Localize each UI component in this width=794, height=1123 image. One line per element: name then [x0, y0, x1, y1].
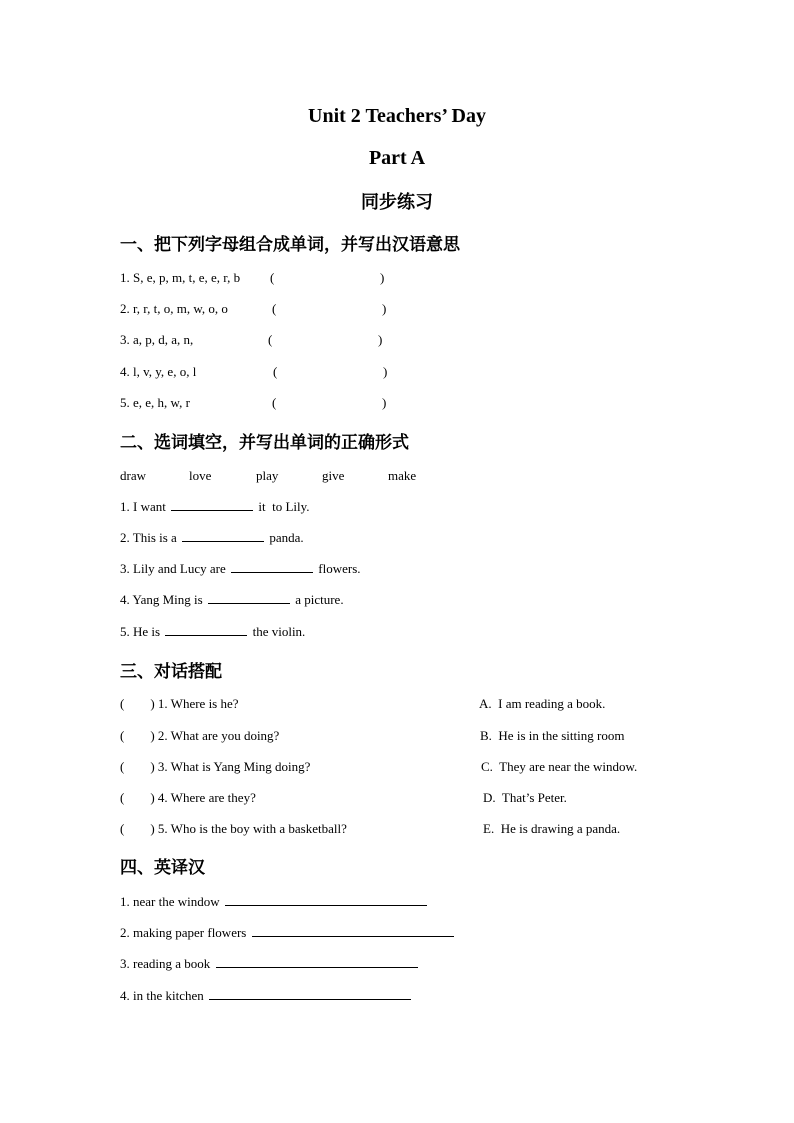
- sentence-end: a picture.: [295, 592, 344, 607]
- close-paren: ): [383, 364, 388, 379]
- sentence-end: flowers.: [318, 561, 361, 576]
- match-answer: C. They are near the window.: [481, 759, 638, 774]
- letters-text: 3. a, p, d, a, n,: [120, 332, 194, 347]
- sentence-start: 1. I want: [120, 499, 166, 514]
- close-paren: ): [382, 301, 387, 316]
- section1-heading: 一、把下列字母组合成单词，并写出汉语意思: [120, 235, 460, 255]
- translate-item: [120, 988, 413, 1004]
- section4-heading: 四、英译汉: [120, 858, 205, 878]
- close-paren: ): [378, 332, 383, 347]
- sentence-start: 5. He is: [120, 624, 161, 639]
- word-bank-item: love: [189, 468, 212, 483]
- fill-blank-item: [120, 499, 310, 515]
- answer-blank[interactable]: [216, 956, 418, 968]
- match-answer: E. He is drawing a panda.: [483, 821, 621, 836]
- close-paren: ): [380, 270, 385, 285]
- sentence-end: it to Lily.: [258, 499, 310, 514]
- open-paren: (: [268, 332, 273, 347]
- fill-blank-item: [120, 561, 361, 577]
- letters-text: 2. r, r, t, o, m, w, o, o: [120, 301, 228, 316]
- section2-heading: 二、选词填空，并写出单词的正确形式: [120, 433, 409, 453]
- phrase-text: 2. making paper flowers: [120, 925, 247, 940]
- sentence-start: 3. Lily and Lucy are: [120, 561, 226, 576]
- sentence-end: the violin.: [252, 624, 306, 639]
- match-answer: D. That’s Peter.: [483, 790, 567, 805]
- fill-blank-item: [120, 624, 305, 640]
- answer-blank[interactable]: [165, 624, 247, 636]
- answer-blank[interactable]: [231, 561, 313, 573]
- word-bank-item: make: [388, 468, 417, 483]
- letters-text: 1. S, e, p, m, t, e, e, r, b: [120, 270, 241, 285]
- close-paren: ): [382, 395, 387, 410]
- sentence-end: panda.: [269, 530, 304, 545]
- word-bank-item: draw: [120, 468, 146, 483]
- word-bank-item: play: [256, 468, 279, 483]
- letters-text: 5. e, e, h, w, r: [120, 395, 190, 410]
- match-answer: B. He is in the sitting room: [480, 728, 625, 743]
- match-answer: A. I am reading a book.: [479, 696, 606, 711]
- open-paren: (: [272, 395, 277, 410]
- answer-blank[interactable]: [182, 530, 264, 542]
- answer-blank[interactable]: [209, 988, 411, 1000]
- answer-blank[interactable]: [208, 592, 290, 604]
- answer-blank[interactable]: [252, 925, 454, 937]
- match-question: ( ) 4. Where are they?: [120, 790, 256, 805]
- section3-heading: 三、对话搭配: [120, 662, 222, 682]
- translate-item: [120, 894, 429, 910]
- fill-blank-item: [120, 592, 344, 608]
- phrase-text: 4. in the kitchen: [120, 988, 204, 1003]
- match-question: ( ) 3. What is Yang Ming doing?: [120, 759, 311, 774]
- answer-blank[interactable]: [171, 499, 253, 511]
- sentence-start: 2. This is a: [120, 530, 177, 545]
- letters-text: 4. l, v, y, e, o, l: [120, 364, 197, 379]
- match-question: ( ) 5. Who is the boy with a basketball?: [120, 821, 347, 836]
- match-question: ( ) 1. Where is he?: [120, 696, 239, 711]
- unit-title: Unit 2 Teachers’ Day: [308, 105, 486, 127]
- translate-item: [120, 925, 456, 941]
- translate-item: [120, 956, 420, 972]
- answer-blank[interactable]: [225, 894, 427, 906]
- part-title: Part A: [368, 147, 426, 169]
- word-bank-item: give: [322, 468, 345, 483]
- open-paren: (: [270, 270, 275, 285]
- phrase-text: 3. reading a book: [120, 956, 211, 971]
- fill-blank-item: [120, 530, 304, 546]
- sentence-start: 4. Yang Ming is: [120, 592, 203, 607]
- exercise-subtitle: 同步练习: [361, 192, 433, 213]
- open-paren: (: [273, 364, 278, 379]
- match-question: ( ) 2. What are you doing?: [120, 728, 280, 743]
- phrase-text: 1. near the window: [120, 894, 220, 909]
- open-paren: (: [272, 301, 277, 316]
